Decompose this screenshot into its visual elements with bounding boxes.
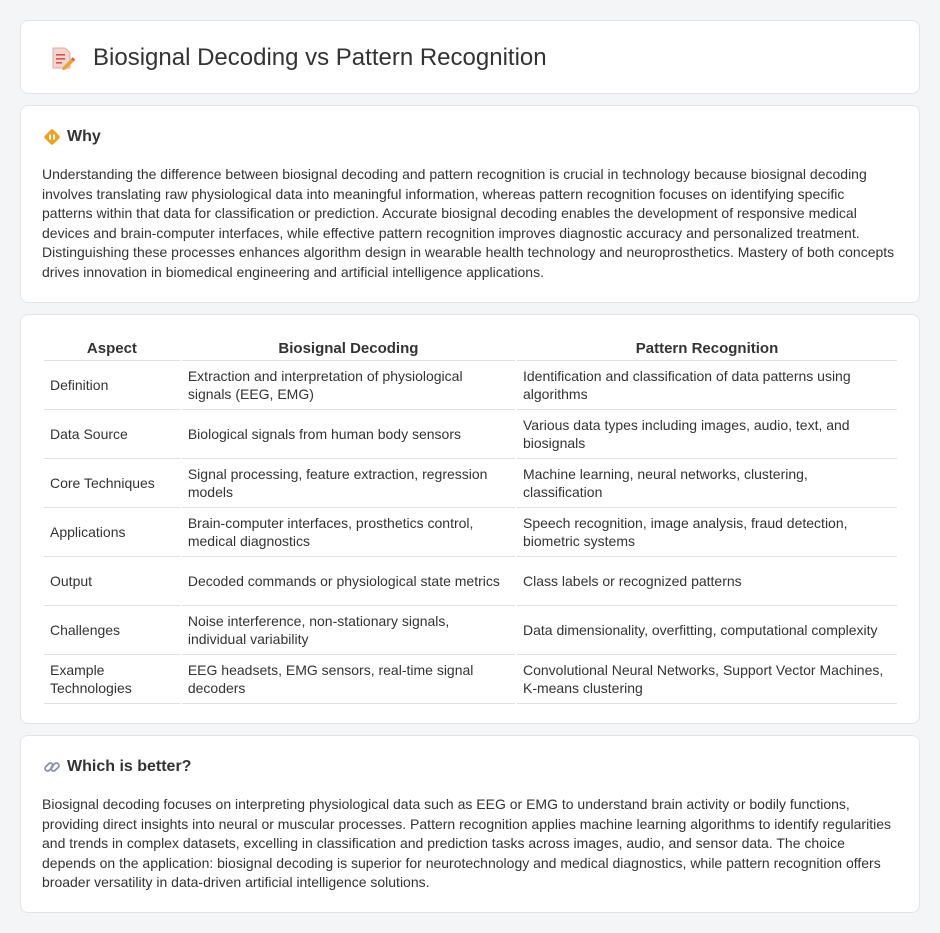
column-header: Pattern Recognition [517, 336, 897, 361]
diamond-sign-icon [43, 128, 61, 146]
better-heading-label: Which is better? [67, 758, 192, 775]
table-cell: Definition [44, 361, 180, 410]
column-header: Aspect [44, 336, 180, 361]
table-cell: Data dimensionality, overfitting, computational complexity [517, 606, 897, 655]
table-cell: Core Techniques [44, 459, 180, 508]
comparison-table [42, 336, 899, 704]
which-is-better-section [20, 735, 920, 913]
table-cell: Signal processing, feature extraction, regression models [182, 459, 515, 508]
table-cell: Output [44, 557, 180, 606]
page-title: Biosignal Decoding vs Pattern Recognition [93, 44, 547, 71]
table-cell: Identification and classification of data patterns using algorithms [517, 361, 897, 410]
table-row [44, 508, 897, 557]
why-section [20, 105, 920, 303]
better-text: Biosignal decoding focuses on interpreting physiological data such as EEG or EMG to understand brain activity or bodily functions, providing direct insights into neural or muscular processes. Pattern recognition applies machine learning algorithms to identify regularities and trends in complex datasets, excelling in classification and prediction tasks across images, audio, and sensor data. The choice depends on the application: biosignal decoding is superior for neurotechnology and medical diagnostics, while pattern recognition offers broader versatility in data-driven artificial intelligence solutions. [42, 796, 891, 890]
table-row [44, 557, 897, 606]
comparison-card [20, 314, 920, 724]
table-cell: Brain-computer interfaces, prosthetics control, medical diagnostics [182, 508, 515, 557]
table-row [44, 655, 897, 704]
why-heading [43, 128, 101, 146]
table-row [44, 606, 897, 655]
title-card [20, 20, 920, 94]
table-cell: Various data types including images, audio, text, and biosignals [517, 410, 897, 459]
why-heading-label: Why [67, 128, 101, 145]
table-header-row [44, 336, 897, 361]
link-icon [43, 758, 61, 776]
table-cell: Convolutional Neural Networks, Support Vector Machines, K-means clustering [517, 655, 897, 704]
table-cell: Machine learning, neural networks, clustering, classification [517, 459, 897, 508]
table-row [44, 459, 897, 508]
table-cell: Noise interference, non-stationary signals, individual variability [182, 606, 515, 655]
table-cell: Biological signals from human body sensors [182, 410, 515, 459]
table-cell: Data Source [44, 410, 180, 459]
why-text: Understanding the difference between biosignal decoding and pattern recognition is crucial in technology because biosignal decoding involves translating raw physiological data into meaningful information, whereas pattern recognition focuses on identifying specific patterns within that data for classification or prediction. Accurate biosignal decoding enables the development of responsive medical devices and brain-computer interfaces, while effective pattern recognition improves diagnostic accuracy and personalized treatment. Distinguishing these processes enhances algorithm design in wearable health technology and neuroprosthetics. Mastery of both concepts drives innovation in biomedical engineering and artificial intelligence applications. [42, 166, 895, 280]
table-row [44, 361, 897, 410]
document-edit-icon [49, 45, 75, 71]
table-row [44, 410, 897, 459]
table-cell: Applications [44, 508, 180, 557]
table-cell: Decoded commands or physiological state metrics [182, 557, 515, 606]
table-cell: Challenges [44, 606, 180, 655]
table-cell: Class labels or recognized patterns [517, 557, 897, 606]
table-cell: Example Technologies [44, 655, 180, 704]
better-heading [43, 758, 191, 776]
table-cell: Extraction and interpretation of physiological signals (EEG, EMG) [182, 361, 515, 410]
table-cell: Speech recognition, image analysis, fraud detection, biometric systems [517, 508, 897, 557]
column-header: Biosignal Decoding [182, 336, 515, 361]
table-cell: EEG headsets, EMG sensors, real-time signal decoders [182, 655, 515, 704]
